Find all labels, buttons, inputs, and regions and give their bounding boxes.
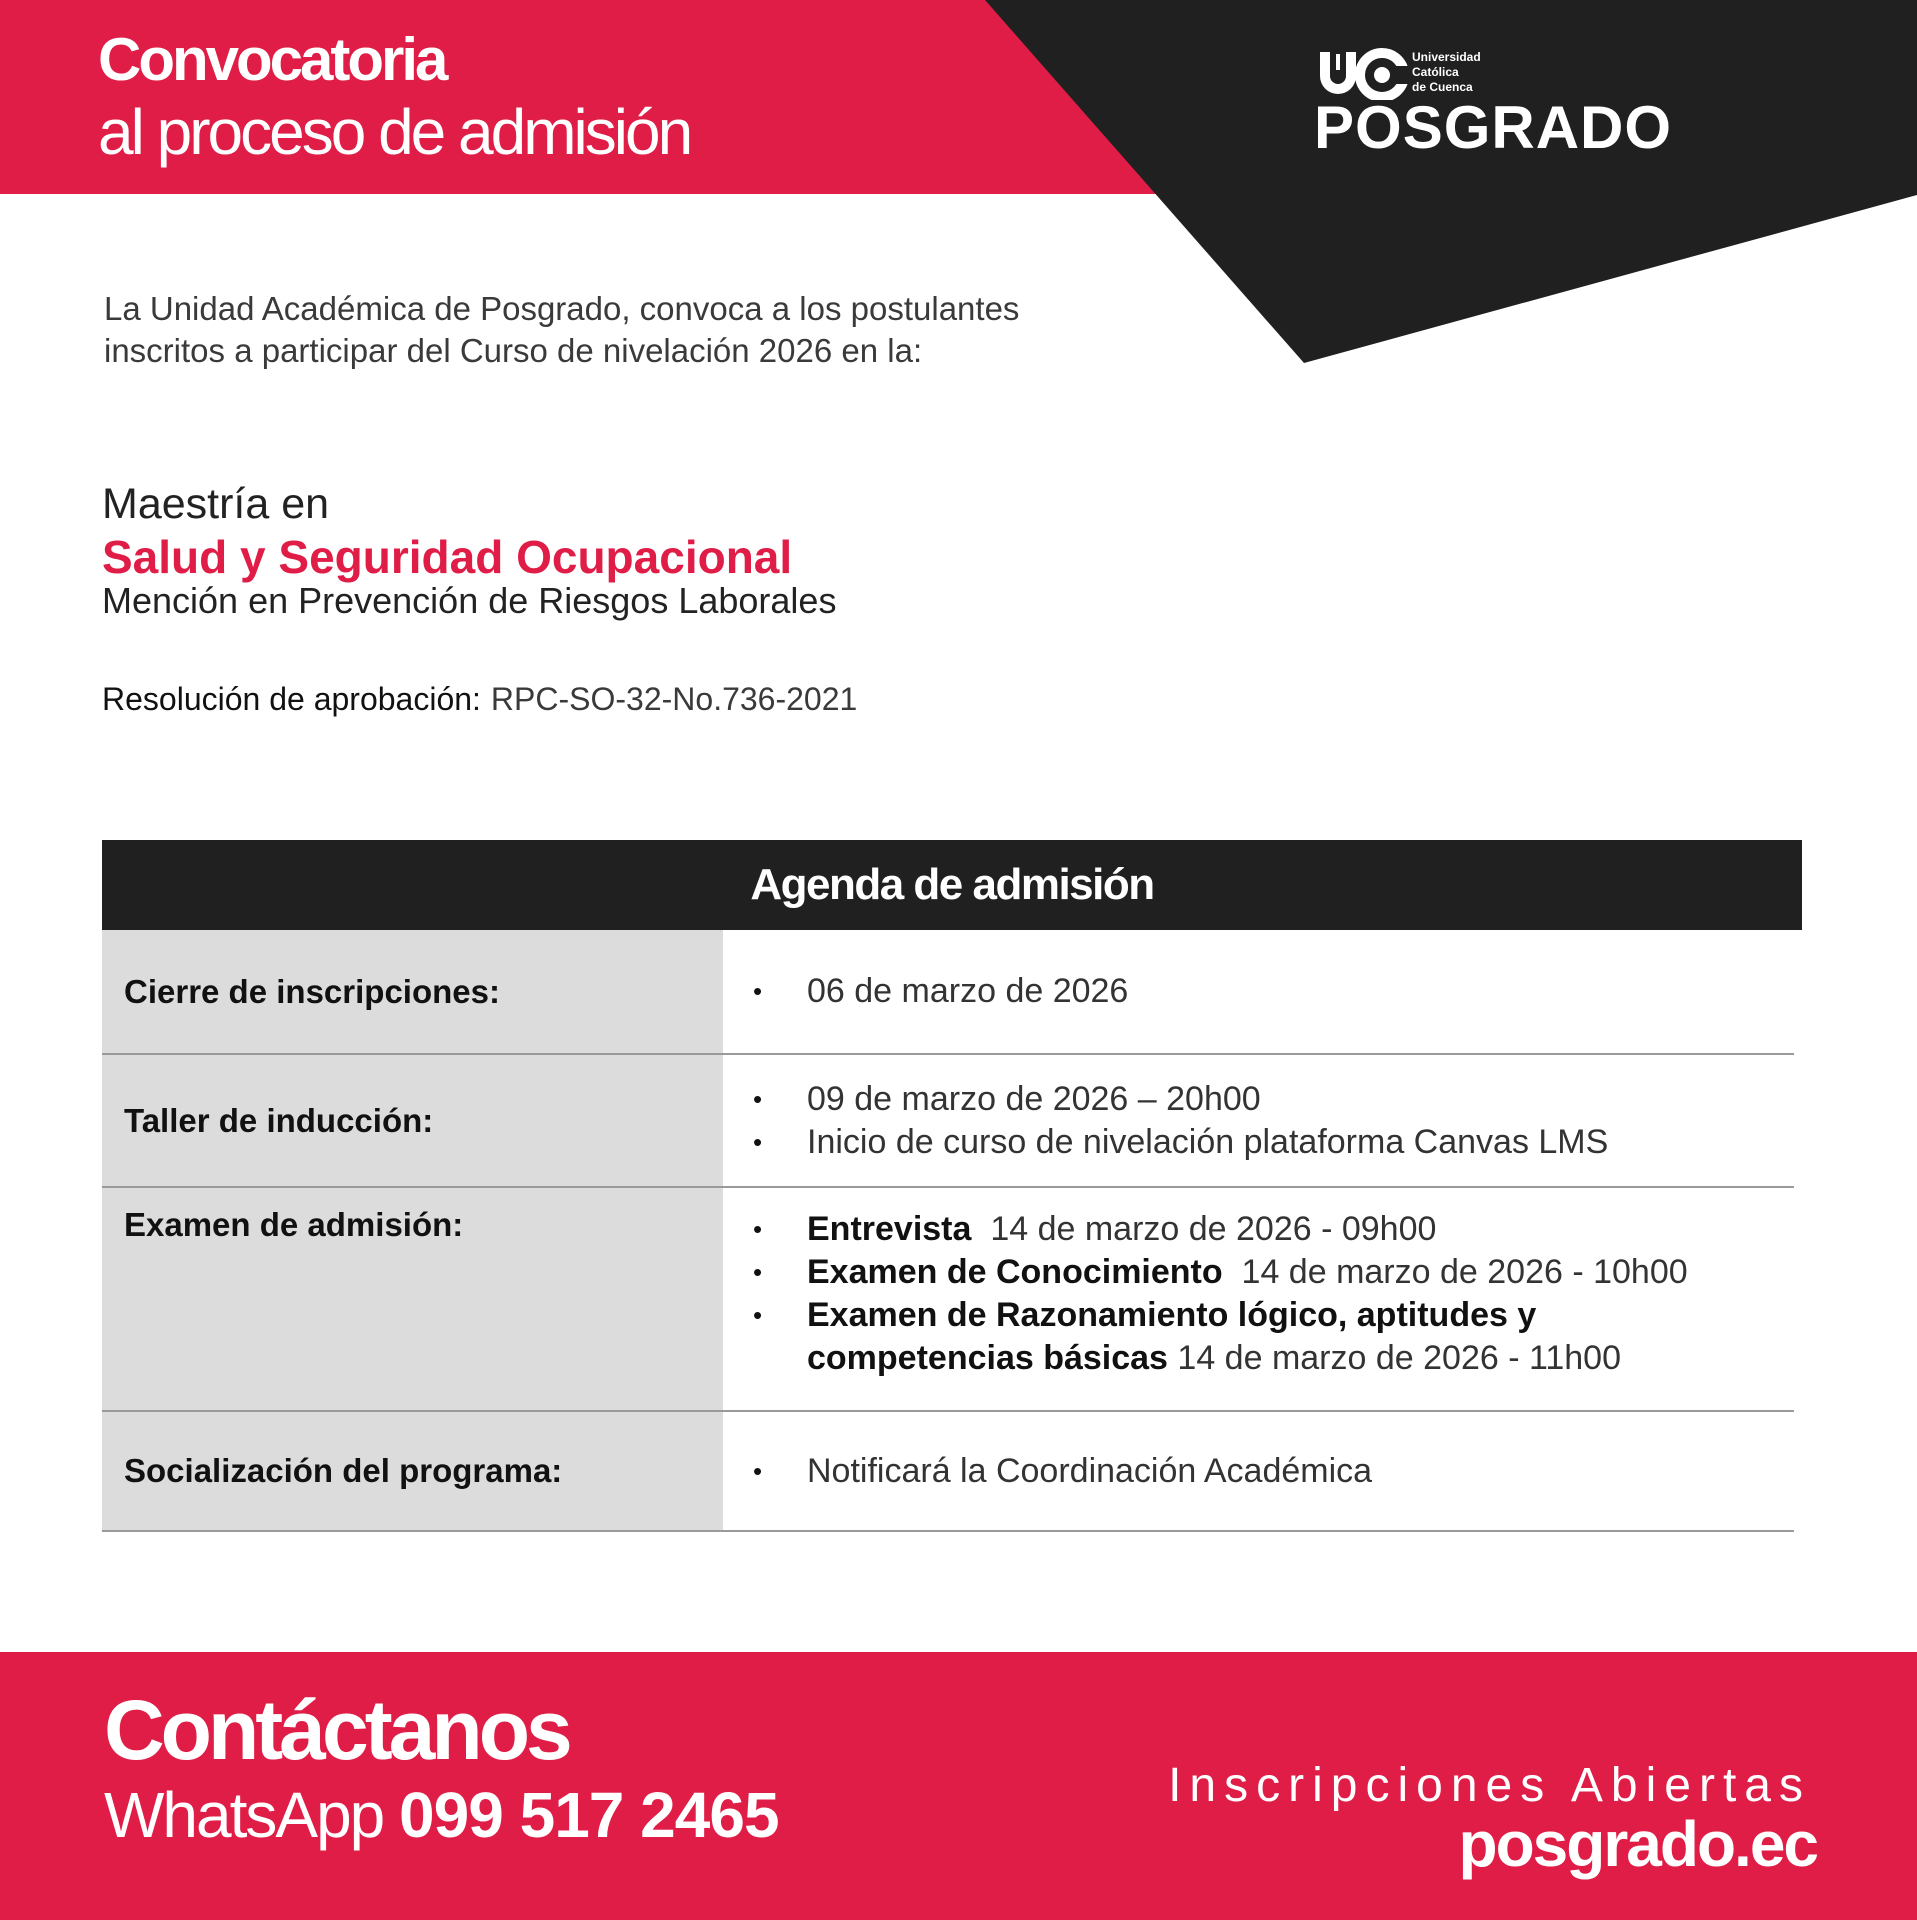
agenda-row-content <box>723 1188 1794 1412</box>
logo-posgrado: POSGRADO <box>1314 94 1673 161</box>
program-mention: Mención en Prevención de Riesgos Laborales <box>102 580 837 621</box>
agenda-table <box>102 930 1802 1532</box>
resolution <box>102 678 857 720</box>
agenda-item: • Examen de Conocimiento 14 de marzo de 2026 - 10h00 <box>753 1251 1794 1294</box>
uc-logo-icon <box>1316 48 1410 100</box>
whatsapp-contact[interactable] <box>104 1778 779 1852</box>
intro-line-2: inscritos a participar del Curso de nivelación 2026 en la: <box>104 332 923 369</box>
bullet-icon: • <box>753 1083 763 1114</box>
bullet-icon: • <box>753 1257 763 1287</box>
agenda-item: • Examen de Razonamiento lógico, aptitudes y competencias básicas 14 de marzo de 2026 - 11h00 <box>753 1294 1794 1380</box>
intro-line-1: La Unidad Académica de Posgrado, convoca a los postulantes <box>104 290 1020 327</box>
program-name: Salud y Seguridad Ocupacional <box>102 531 793 583</box>
agenda-item: • Entrevista 14 de marzo de 2026 - 09h00 <box>753 1208 1794 1251</box>
bullet-icon: • <box>753 1214 763 1244</box>
resolution-label: Resolución de aprobación: <box>102 681 481 717</box>
agenda-item: • Notificará la Coordinación Académica <box>753 1450 1794 1493</box>
agenda-row <box>102 1188 1802 1412</box>
agenda-row <box>102 1412 1802 1532</box>
bullet-icon: • <box>753 1126 763 1157</box>
agenda-row-content <box>723 1055 1794 1188</box>
whatsapp-label: WhatsApp <box>104 1779 384 1851</box>
agenda-item: • 09 de marzo de 2026 – 20h00 <box>753 1078 1794 1121</box>
website-link[interactable]: posgrado.ec <box>1458 1808 1817 1880</box>
header-title-light: al proceso de admisión <box>98 96 691 168</box>
agenda-title: Agenda de admisión <box>102 840 1802 930</box>
intro-text <box>104 288 1104 372</box>
whatsapp-number[interactable]: 099 517 2465 <box>399 1779 779 1851</box>
header-title-bold: Convocatoria <box>98 26 446 93</box>
program-prefix: Maestría en <box>102 480 330 528</box>
agenda-item: • 06 de marzo de 2026 <box>753 970 1794 1013</box>
logo-university-name: Universidad Católica de Cuenca <box>1412 50 1481 94</box>
bullet-icon: • <box>753 1455 763 1486</box>
agenda-row-label: Taller de inducción: <box>102 1055 723 1188</box>
agenda-row-label: Socialización del programa: <box>102 1412 723 1532</box>
agenda-row-label: Examen de admisión: <box>102 1188 723 1412</box>
bullet-icon: • <box>753 1300 763 1330</box>
contact-title: Contáctanos <box>104 1683 569 1777</box>
inscriptions-open: Inscripciones Abiertas <box>1168 1759 1811 1812</box>
agenda-item: • Inicio de curso de nivelación plataforma Canvas LMS <box>753 1121 1794 1164</box>
agenda-row-content <box>723 930 1794 1055</box>
resolution-value: RPC-SO-32-No.736-2021 <box>490 681 858 717</box>
agenda-row <box>102 930 1802 1055</box>
bullet-icon: • <box>753 976 763 1006</box>
agenda-row <box>102 1055 1802 1188</box>
agenda-row-content <box>723 1412 1794 1532</box>
agenda-row-label: Cierre de inscripciones: <box>102 930 723 1055</box>
